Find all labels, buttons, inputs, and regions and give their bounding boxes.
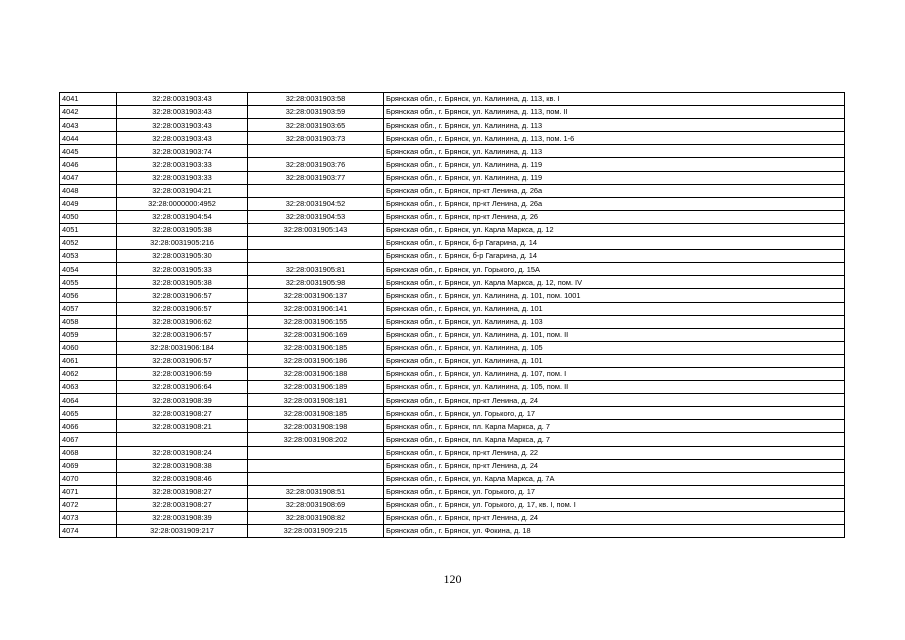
parcel-number-cell: 32:28:0031905:216 xyxy=(117,237,248,250)
parcel-number-cell: 32:28:0031903:43 xyxy=(117,106,248,119)
address-cell: Брянская обл., г. Брянск, ул. Горького, д. 17 xyxy=(384,485,845,498)
address-cell: Брянская обл., г. Брянск, ул. Калинина, д. 113, пом. 1-6 xyxy=(384,132,845,145)
object-number-cell: 32:28:0031903:58 xyxy=(248,93,384,106)
object-number-cell: 32:28:0031906:141 xyxy=(248,302,384,315)
object-number-cell: 32:28:0031904:52 xyxy=(248,197,384,210)
address-cell: Брянская обл., г. Брянск, ул. Фокина, д. 18 xyxy=(384,525,845,538)
object-number-cell xyxy=(248,145,384,158)
table-row xyxy=(60,525,845,538)
object-number-cell xyxy=(248,237,384,250)
row-number-cell: 4043 xyxy=(60,119,117,132)
object-number-cell: 32:28:0031905:98 xyxy=(248,276,384,289)
row-number-cell: 4069 xyxy=(60,459,117,472)
table-row xyxy=(60,472,845,485)
table-row xyxy=(60,394,845,407)
parcel-number-cell: 32:28:0031906:184 xyxy=(117,341,248,354)
address-cell: Брянская обл., г. Брянск, ул. Горького, д. 15А xyxy=(384,263,845,276)
address-cell: Брянская обл., г. Брянск, пр-кт Ленина, д. 26а xyxy=(384,184,845,197)
table-row xyxy=(60,158,845,171)
object-number-cell: 32:28:0031906:189 xyxy=(248,381,384,394)
table-row xyxy=(60,433,845,446)
parcel-number-cell: 32:28:0031909:217 xyxy=(117,525,248,538)
parcel-number-cell: 32:28:0031908:24 xyxy=(117,446,248,459)
parcel-number-cell: 32:28:0031906:64 xyxy=(117,381,248,394)
address-cell: Брянская обл., г. Брянск, ул. Калинина, д. 101, пом. 1001 xyxy=(384,289,845,302)
table-row xyxy=(60,119,845,132)
table-row xyxy=(60,210,845,223)
object-number-cell xyxy=(248,250,384,263)
address-cell: Брянская обл., г. Брянск, ул. Калинина, д. 113, пом. II xyxy=(384,106,845,119)
table-row xyxy=(60,367,845,380)
object-number-cell: 32:28:0031908:181 xyxy=(248,394,384,407)
row-number-cell: 4072 xyxy=(60,498,117,511)
row-number-cell: 4051 xyxy=(60,223,117,236)
parcel-number-cell: 32:28:0031903:43 xyxy=(117,93,248,106)
row-number-cell: 4049 xyxy=(60,197,117,210)
row-number-cell: 4054 xyxy=(60,263,117,276)
parcel-number-cell: 32:28:0031906:62 xyxy=(117,315,248,328)
row-number-cell: 4065 xyxy=(60,407,117,420)
address-cell: Брянская обл., г. Брянск, пр-кт Ленина, д. 26а xyxy=(384,197,845,210)
row-number-cell: 4060 xyxy=(60,341,117,354)
object-number-cell xyxy=(248,459,384,472)
table-row xyxy=(60,276,845,289)
row-number-cell: 4071 xyxy=(60,485,117,498)
parcel-number-cell: 32:28:0031906:57 xyxy=(117,328,248,341)
parcel-number-cell: 32:28:0031904:54 xyxy=(117,210,248,223)
table-row xyxy=(60,184,845,197)
table-row xyxy=(60,263,845,276)
row-number-cell: 4074 xyxy=(60,525,117,538)
table-row xyxy=(60,315,845,328)
table-row xyxy=(60,171,845,184)
parcel-number-cell: 32:28:0031908:21 xyxy=(117,420,248,433)
table-row xyxy=(60,459,845,472)
row-number-cell: 4063 xyxy=(60,381,117,394)
object-number-cell: 32:28:0031904:53 xyxy=(248,210,384,223)
table-row xyxy=(60,197,845,210)
parcel-number-cell xyxy=(117,433,248,446)
address-cell: Брянская обл., г. Брянск, ул. Карла Маркса, д. 12 xyxy=(384,223,845,236)
parcel-number-cell: 32:28:0031903:43 xyxy=(117,119,248,132)
row-number-cell: 4064 xyxy=(60,394,117,407)
row-number-cell: 4058 xyxy=(60,315,117,328)
object-number-cell: 32:28:0031903:73 xyxy=(248,132,384,145)
address-cell: Брянская обл., г. Брянск, пр-кт Ленина, д. 24 xyxy=(384,394,845,407)
address-cell: Брянская обл., г. Брянск, пр-кт Ленина, д. 22 xyxy=(384,446,845,459)
row-number-cell: 4070 xyxy=(60,472,117,485)
table-row xyxy=(60,512,845,525)
address-cell: Брянская обл., г. Брянск, ул. Калинина, д. 107, пом. I xyxy=(384,367,845,380)
table-row xyxy=(60,237,845,250)
address-cell: Брянская обл., г. Брянск, ул. Калинина, д. 101 xyxy=(384,302,845,315)
row-number-cell: 4062 xyxy=(60,367,117,380)
parcel-number-cell: 32:28:0031906:57 xyxy=(117,289,248,302)
object-number-cell xyxy=(248,184,384,197)
object-number-cell: 32:28:0031903:77 xyxy=(248,171,384,184)
row-number-cell: 4055 xyxy=(60,276,117,289)
address-cell: Брянская обл., г. Брянск, ул. Калинина, д. 105, пом. II xyxy=(384,381,845,394)
address-cell: Брянская обл., г. Брянск, ул. Калинина, д. 119 xyxy=(384,171,845,184)
object-number-cell: 32:28:0031908:198 xyxy=(248,420,384,433)
parcel-number-cell: 32:28:0031903:33 xyxy=(117,171,248,184)
address-cell: Брянская обл., г. Брянск, ул. Горького, д. 17, кв. I, пом. I xyxy=(384,498,845,511)
address-cell: Брянская обл., г. Брянск, ул. Карла Маркса, д. 7А xyxy=(384,472,845,485)
page-number: 120 xyxy=(443,572,462,586)
object-number-cell: 32:28:0031905:143 xyxy=(248,223,384,236)
table-row xyxy=(60,132,845,145)
object-number-cell: 32:28:0031906:169 xyxy=(248,328,384,341)
parcel-number-cell: 32:28:0031908:38 xyxy=(117,459,248,472)
object-number-cell: 32:28:0031905:81 xyxy=(248,263,384,276)
row-number-cell: 4046 xyxy=(60,158,117,171)
row-number-cell: 4050 xyxy=(60,210,117,223)
address-cell: Брянская обл., г. Брянск, ул. Калинина, д. 103 xyxy=(384,315,845,328)
row-number-cell: 4056 xyxy=(60,289,117,302)
parcel-number-cell: 32:28:0031903:43 xyxy=(117,132,248,145)
table-row xyxy=(60,289,845,302)
parcel-number-cell: 32:28:0031908:27 xyxy=(117,407,248,420)
parcel-number-cell: 32:28:0031906:57 xyxy=(117,354,248,367)
table-row xyxy=(60,302,845,315)
object-number-cell xyxy=(248,472,384,485)
object-number-cell: 32:28:0031908:51 xyxy=(248,485,384,498)
parcel-number-cell: 32:28:0031905:33 xyxy=(117,263,248,276)
table-row xyxy=(60,420,845,433)
row-number-cell: 4053 xyxy=(60,250,117,263)
object-number-cell xyxy=(248,446,384,459)
address-cell: Брянская обл., г. Брянск, б-р Гагарина, д. 14 xyxy=(384,250,845,263)
address-cell: Брянская обл., г. Брянск, ул. Калинина, д. 101, пом. II xyxy=(384,328,845,341)
parcel-number-cell: 32:28:0031908:39 xyxy=(117,394,248,407)
parcel-number-cell: 32:28:0031905:30 xyxy=(117,250,248,263)
object-number-cell: 32:28:0031903:76 xyxy=(248,158,384,171)
object-number-cell: 32:28:0031903:59 xyxy=(248,106,384,119)
parcel-number-cell: 32:28:0031908:27 xyxy=(117,498,248,511)
address-cell: Брянская обл., г. Брянск, ул. Калинина, д. 101 xyxy=(384,354,845,367)
parcel-number-cell: 32:28:0031906:59 xyxy=(117,367,248,380)
object-number-cell: 32:28:0031906:186 xyxy=(248,354,384,367)
row-number-cell: 4041 xyxy=(60,93,117,106)
row-number-cell: 4067 xyxy=(60,433,117,446)
table-row xyxy=(60,354,845,367)
row-number-cell: 4047 xyxy=(60,171,117,184)
address-cell: Брянская обл., г. Брянск, б-р Гагарина, д. 14 xyxy=(384,237,845,250)
table-row xyxy=(60,485,845,498)
parcel-number-cell: 32:28:0031906:57 xyxy=(117,302,248,315)
row-number-cell: 4052 xyxy=(60,237,117,250)
table-row xyxy=(60,250,845,263)
table-row xyxy=(60,93,845,106)
parcel-number-cell: 32:28:0031904:21 xyxy=(117,184,248,197)
object-number-cell: 32:28:0031906:188 xyxy=(248,367,384,380)
table-body xyxy=(60,93,845,538)
address-cell: Брянская обл., г. Брянск, ул. Калинина, д. 113 xyxy=(384,119,845,132)
parcel-number-cell: 32:28:0031908:27 xyxy=(117,485,248,498)
address-cell: Брянская обл., г. Брянск, пр-кт Ленина, д. 26 xyxy=(384,210,845,223)
address-cell: Брянская обл., г. Брянск, ул. Калинина, д. 105 xyxy=(384,341,845,354)
address-cell: Брянская обл., г. Брянск, пл. Карла Маркса, д. 7 xyxy=(384,420,845,433)
table-row xyxy=(60,381,845,394)
table-row xyxy=(60,446,845,459)
row-number-cell: 4048 xyxy=(60,184,117,197)
parcel-number-cell: 32:28:0031903:33 xyxy=(117,158,248,171)
table-row xyxy=(60,407,845,420)
table-row xyxy=(60,498,845,511)
row-number-cell: 4066 xyxy=(60,420,117,433)
address-cell: Брянская обл., г. Брянск, ул. Карла Маркса, д. 12, пом. IV xyxy=(384,276,845,289)
row-number-cell: 4042 xyxy=(60,106,117,119)
parcel-number-cell: 32:28:0031908:39 xyxy=(117,512,248,525)
object-number-cell: 32:28:0031903:65 xyxy=(248,119,384,132)
row-number-cell: 4057 xyxy=(60,302,117,315)
address-cell: Брянская обл., г. Брянск, ул. Горького, д. 17 xyxy=(384,407,845,420)
row-number-cell: 4061 xyxy=(60,354,117,367)
table-row xyxy=(60,223,845,236)
row-number-cell: 4059 xyxy=(60,328,117,341)
parcel-number-cell: 32:28:0031905:38 xyxy=(117,276,248,289)
table-row xyxy=(60,328,845,341)
parcel-number-cell: 32:28:0031903:74 xyxy=(117,145,248,158)
address-cell: Брянская обл., г. Брянск, пр-кт Ленина, д. 24 xyxy=(384,512,845,525)
object-number-cell: 32:28:0031908:69 xyxy=(248,498,384,511)
address-cell: Брянская обл., г. Брянск, ул. Калинина, д. 113, кв. I xyxy=(384,93,845,106)
address-cell: Брянская обл., г. Брянск, ул. Калинина, д. 119 xyxy=(384,158,845,171)
object-number-cell: 32:28:0031906:155 xyxy=(248,315,384,328)
row-number-cell: 4045 xyxy=(60,145,117,158)
address-cell: Брянская обл., г. Брянск, ул. Калинина, д. 113 xyxy=(384,145,845,158)
parcel-number-cell: 32:28:0031905:38 xyxy=(117,223,248,236)
object-number-cell: 32:28:0031908:202 xyxy=(248,433,384,446)
parcel-number-cell: 32:28:0031908:46 xyxy=(117,472,248,485)
table-row xyxy=(60,341,845,354)
table-row xyxy=(60,106,845,119)
row-number-cell: 4073 xyxy=(60,512,117,525)
address-cell: Брянская обл., г. Брянск, пл. Карла Маркса, д. 7 xyxy=(384,433,845,446)
object-number-cell: 32:28:0031908:185 xyxy=(248,407,384,420)
parcel-number-cell: 32:28:0000000:4952 xyxy=(117,197,248,210)
object-number-cell: 32:28:0031906:137 xyxy=(248,289,384,302)
address-cell: Брянская обл., г. Брянск, пр-кт Ленина, д. 24 xyxy=(384,459,845,472)
row-number-cell: 4068 xyxy=(60,446,117,459)
table-row xyxy=(60,145,845,158)
cadastral-table xyxy=(59,92,845,538)
object-number-cell: 32:28:0031906:185 xyxy=(248,341,384,354)
row-number-cell: 4044 xyxy=(60,132,117,145)
object-number-cell: 32:28:0031908:82 xyxy=(248,512,384,525)
object-number-cell: 32:28:0031909:215 xyxy=(248,525,384,538)
